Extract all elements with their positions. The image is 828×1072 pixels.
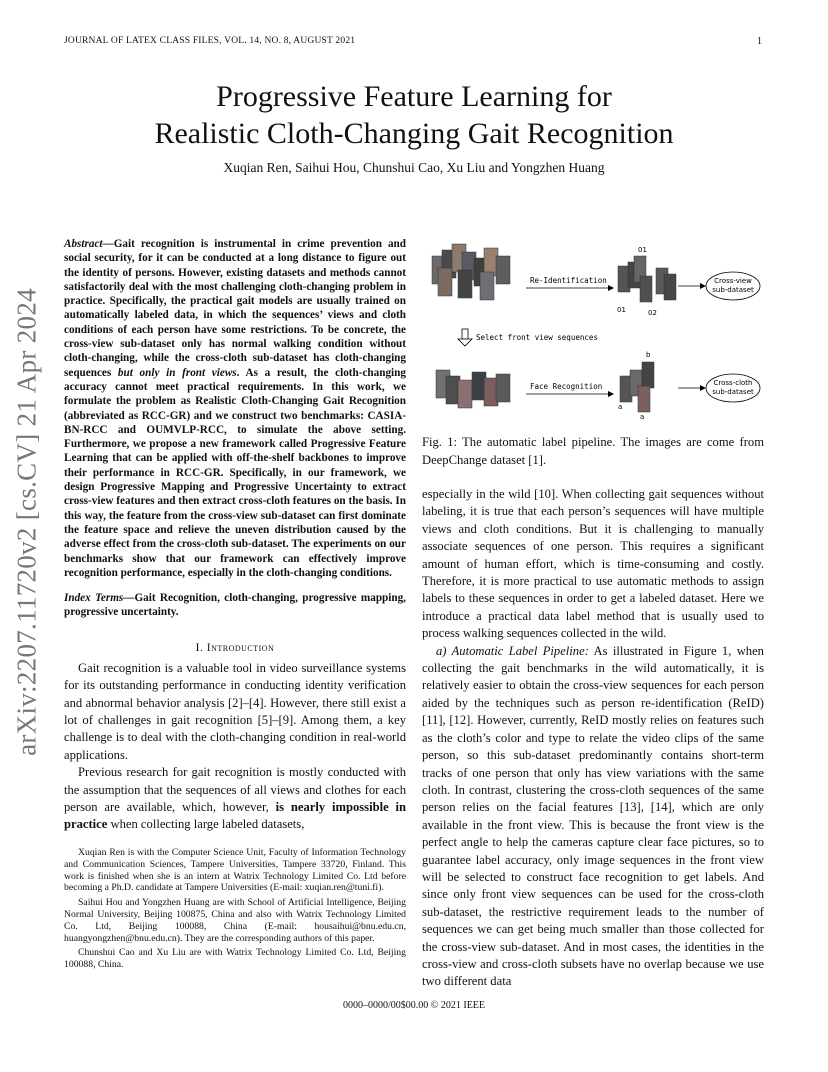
- title-line-1: Progressive Feature Learning for: [216, 80, 612, 113]
- abstract: [64, 237, 406, 580]
- arxiv-stamp: [2, 287, 52, 757]
- right-paragraph-1: especially in the wild [10]. When collecting gait sequences without labeling, it is true that each person’s sequences will have multiple views and cloth conditions. But it is challenging to manually associate sequences of one person. This requires a significant amount of human effort, which is time-consuming and costly. Therefore, it is more practical to use automatic methods to assign labels to these sequences in order to get a labeled dataset. Here we introduce a practical data label method that is usually used to process walking sequences collected in the wild.: [422, 487, 764, 641]
- abstract-text-2: . As a result, the cloth-changing accuracy cannot meet practical requirements. In this work, we formulate the problem as Realistic Cloth-Changing Gait Recognition (abbreviated as RCC-GR) and we construct two benchmarks: CASIA-BN-RCC and OUMVLP-RCC, to simulate the above setting. Furthermore, we propose a new framework called Progressive Feature Learning that can be applied with off-the-shelf backbones to improve their performance in RCC-GR. Specifically, in our framework, we design Progressive Mapping and Progressive Uncertainty to extract cross-view features and then extract cross-cloth features on the basis. In this way, the feature from the cross-view sub-dataset can first dominate the feature space and relieve the uneven distribution caused by the adverse effect from the cross-cloth sub-dataset. The experiments on our benchmarks show that our framework can effectively improve recognition performance, especially in the cloth-changing conditions.: [64, 366, 406, 579]
- reid-label: Re-Identification: [530, 276, 607, 285]
- cross-view-line-2: sub-dataset: [712, 286, 754, 294]
- intro-paragraph-2: [64, 764, 406, 834]
- paper-title: [0, 78, 828, 152]
- intro-p2-text-a: Previous research for gait recognition is mostly conducted with the assumption that the sequences of all views and clothes for each person are available, which, however,: [64, 765, 406, 814]
- right-paragraph-2: [422, 643, 764, 991]
- footnote-1: Xuqian Ren is with the Computer Science Unit, Faculty of Information Technology and Communication Sciences, Tampere Universities, Tampere 33720, Finland. This work is finished when she is an intern at Watrix Technology Limited Co. Ltd before becoming a Ph.D. candidate at Tampere Universities (E-mail: xuqian.ren@tuni.fi).: [64, 847, 406, 894]
- right-p2-text: As illustrated in Figure 1, when collecting the gait benchmarks in the wild automatically, it is relatively easier to obtain the cross-view sequences for each person aided by the techniques such as person re-identification (ReID) [11], [12]. However, currently, ReID mostly relies on features such as the cloth’s color and type to relate the video clips of the same person, so this sub-dataset predominantly contains short-term tracks of one person that only has view variations with the same cloth. In contrast, clustering the cross-cloth sequences of the same person relies on the facial features [13], [14], which are only available in the front view. This is because the front view is the perfect angle to help the cameras capture clear face pictures, so to guarantee label accuracy, only image sequences in the front view will be selected to construct face recognition to get labels. And since only front view sequences can be used for the cross-cloth sub-dataset, the restrictive requirement leads to the number of sequences we can get being much smaller than those collected for the cross-view sub-dataset. And in most cases, the identities in the cross-view and cross-cloth subsets have no overlap because we use two different data: [422, 643, 764, 989]
- figure-caption: Fig. 1: The automatic label pipeline. The images are come from DeepChange dataset [1].: [422, 435, 764, 467]
- section-title: Introduction: [206, 641, 275, 654]
- index-terms-text: Gait Recognition, cloth-changing, progressive mapping, progressive uncertainty.: [64, 592, 406, 619]
- arxiv-id: arXiv:2207.11720v2 [cs.CV] 21 Apr 2024: [11, 288, 42, 756]
- id-label-b: b: [646, 351, 651, 359]
- id-label-a-2: a: [640, 413, 645, 421]
- footnote-2: Saihui Hou and Yongzhen Huang are with School of Artificial Intelligence, Beijing Normal University, Beijing 100875, China and also with Watrix Technology Limited Co. Ltd, Beijing 100088, China (E-mail: housaihui@bnu.edu.cn, huangyongzhen@bnu.edu.cn). They are the corresponding authors of this paper.: [64, 897, 406, 944]
- section-number: I.: [195, 641, 204, 654]
- title-line-2: Realistic Cloth-Changing Gait Recognition: [154, 117, 674, 150]
- cross-view-line-1: Cross-view: [714, 277, 752, 285]
- select-front-label: Select front view sequences: [476, 333, 598, 342]
- abstract-text-1: Gait recognition is instrumental in crime prevention and social security, for it can be conducted at a long distance to figure out the identity of persons. However, existing datasets and methods cannot satisfactorily deal with the most challenging cloth-changing problem in practice. Specifically, the practical gait models are usually trained on automatically labeled data, in which the sequences’ views and cloth conditions of each person have some restrictions. To be concrete, the cross-view sub-dataset only has normal walking condition without cloth-changing, while the cross-cloth sub-dataset has cloth-changing sequences: [64, 238, 406, 379]
- id-label-top-01: 01: [638, 246, 647, 254]
- intro-p2-bold: is nearly impossible in practice: [64, 799, 406, 832]
- figure-1: [422, 238, 764, 428]
- face-arrowhead: [608, 391, 614, 397]
- id-label-a-1: a: [618, 403, 623, 411]
- right-column: [422, 486, 764, 991]
- author-list: Xuqian Ren, Saihui Hou, Chunshui Cao, Xu Liu and Yongzhen Huang: [223, 160, 605, 175]
- index-terms: [64, 591, 406, 620]
- section-heading-introduction: [64, 642, 406, 654]
- abstract-label: Abstract—: [64, 238, 114, 250]
- copyright-footer: 0000–0000/00$00.00 © 2021 IEEE: [342, 1000, 486, 1011]
- index-terms-label: Index Terms—: [64, 592, 135, 605]
- reid-arrowhead: [608, 285, 614, 291]
- running-header: JOURNAL OF LATEX CLASS FILES, VOL. 14, NO. 8, AUGUST 2021: [64, 36, 356, 46]
- intro-p2-text-b: when collecting large labeled datasets,: [107, 817, 305, 832]
- pipeline-subheading: a) Automatic Label Pipeline:: [436, 643, 589, 658]
- abstract-emphasis: but only in front views: [117, 366, 237, 379]
- cross-cloth-arrowhead: [700, 385, 706, 391]
- page-number: 1: [757, 36, 762, 47]
- id-label-bottom-01: 01: [617, 306, 626, 314]
- label-pipeline-diagram: [422, 238, 764, 428]
- down-arrow-icon: [458, 329, 472, 346]
- top-id-images: [618, 256, 676, 302]
- bottom-id-images: [620, 362, 654, 412]
- bottom-input-images: [436, 370, 510, 408]
- cross-cloth-line-2: sub-dataset: [712, 388, 754, 396]
- intro-paragraph-1: Gait recognition is a valuable tool in video surveillance systems for its outstanding performance in conducting identity verification and abnormal behavior analysis [2]–[4]. However, there still exist a lot of challenges in gait recognition [5]–[9]. Among them, a key challenge is to deal with the cloth-changing condition in real-world applications.: [64, 660, 406, 762]
- cross-cloth-line-1: Cross-cloth: [713, 379, 753, 387]
- cross-view-arrowhead: [700, 283, 706, 289]
- footnotes: [64, 847, 406, 971]
- left-column: [64, 237, 406, 834]
- face-recognition-label: Face Recognition: [530, 382, 603, 391]
- top-input-images: [432, 244, 510, 300]
- id-label-bottom-02: 02: [648, 309, 657, 317]
- footnote-3: Chunshui Cao and Xu Liu are with Watrix Technology Limited Co. Ltd, Beijing 100088, China.: [64, 947, 406, 971]
